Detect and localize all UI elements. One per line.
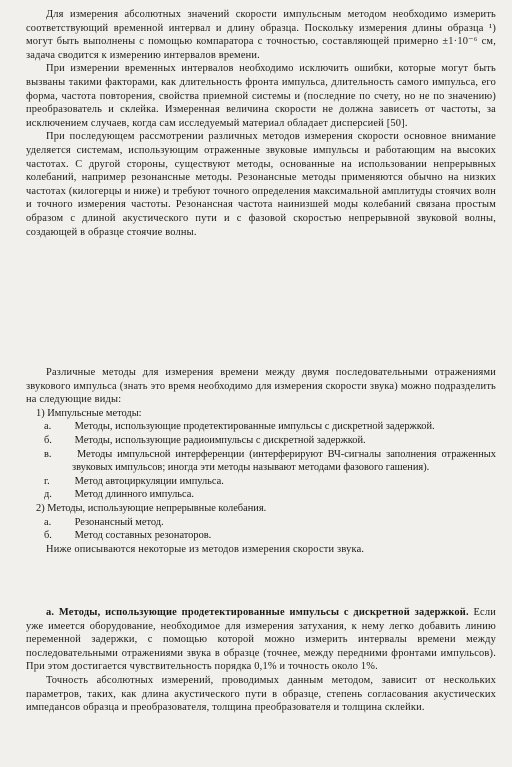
list-item-resonance-method: а. Резонансный метод. [44, 516, 164, 528]
list-item-composite-resonators: б. Метод составных резонаторов. [44, 530, 212, 542]
section-velocity-measurement [26, 8, 496, 239]
subsection-heading: а. Методы, использующие продетектированные импульсы с дискретной задержкой. [46, 607, 469, 618]
paragraph-absolute-accuracy: Точность абсолютных измерений, проводимых данным методом, зависит от нескольких параметров, таких, как длина акустического пути в образце, степень согласования акустических импедансов образца и преобразователя, толщина преобразователя и толщина склейки. [26, 674, 496, 714]
paragraph-classification-intro: Различные методы для измерения времени между двумя последовательными отражениями звукового импульса (знать это время необходимо для измерения скорости звука) можно подразделить на следующие виды: [26, 367, 496, 406]
list-item-pulse-interference: в. Методы импульсной интерференции (интерферируют ВЧ-сигналы заполнения отраженных звуковых импульсов; иногда эти методы называют методами фазового гашения). [44, 448, 496, 474]
paragraph-detected-pulse-method: а. Методы, использующие продетектированные импульсы с дискретной задержкой. Если уже имеется оборудование, необходимое для измерения затухания, к нему легко добавить линию переменной задержки, с помощью которой можно измерить интервалы времени между последовательными отражениями звука в образце (точнее, между передними фронтами импульсов). При этом достигается чувствительность порядка 0,1% и точность около 1%. [26, 607, 496, 673]
list-item-long-pulse: д. Метод длинного импульса. [44, 489, 194, 501]
methods-list [26, 407, 496, 543]
list-item-rf-pulses: б. Методы, использующие радиоимпульсы с дискретной задержкой. [44, 434, 366, 446]
paragraph-absolute-velocity: Для измерения абсолютных значений скорости импульсным методом необходимо измерить соответствующий временной интервал и длину образца. Поскольку измерения длины образца ¹) могут быть выполнены с помощью компаратора с точностью, составляющей примерно ±1·10⁻⁶ см, задача сводится к измерению интервалов времени. [26, 9, 496, 61]
section-method-classification [26, 366, 496, 556]
list-item-detected-pulses: а. Методы, использующие продетектированные импульсы с дискретной задержкой. [44, 421, 435, 433]
section-detected-pulse-method [26, 606, 496, 715]
list-item-pulse-methods: 1) Импульсные методы: [36, 407, 142, 419]
list-item-autocirculation: г. Метод автоциркуляции импульса. [44, 475, 224, 487]
paragraph-resonance-methods: При последующем рассмотрении различных методов измерения скорости основное внимание уделяется системам, использующим отраженные звуковые импульсы и работающим на высоких частотах. С другой стороны, существуют методы, основанные на использовании непрерывных колебаний, например резонансные методы. Резонансные методы применяются обычно на низких частотах (килогерцы и ниже) и требуют точного определения максимальной амплитуды стоячих волн и точного измерения частоты. Резонансная частота наинизшей моды колебаний связана простым образом с длиной акустического пути и с фазовой скоростью непрерывной звуковой волны, создающей в образце стоячие волны. [26, 131, 496, 238]
list-item-continuous-methods: 2) Методы, использующие непрерывные колебания. [36, 502, 267, 514]
paragraph-time-interval-errors: При измерении временных интервалов необходимо исключить ошибки, которые могут быть вызваны такими факторами, как длительность фронта импульса, длительность самого импульса, его форма, частота повторения, свойства приемной системы и (последние по счету, но не по значению) преобразователь и склейка. Измеренная величина скорости не должна зависеть от частоты, за исключением случаев, когда сам исследуемый материал обладает дисперсией [50]. [26, 63, 496, 129]
paragraph-classification-outro: Ниже описываются некоторые из методов измерения скорости звука. [46, 543, 365, 555]
